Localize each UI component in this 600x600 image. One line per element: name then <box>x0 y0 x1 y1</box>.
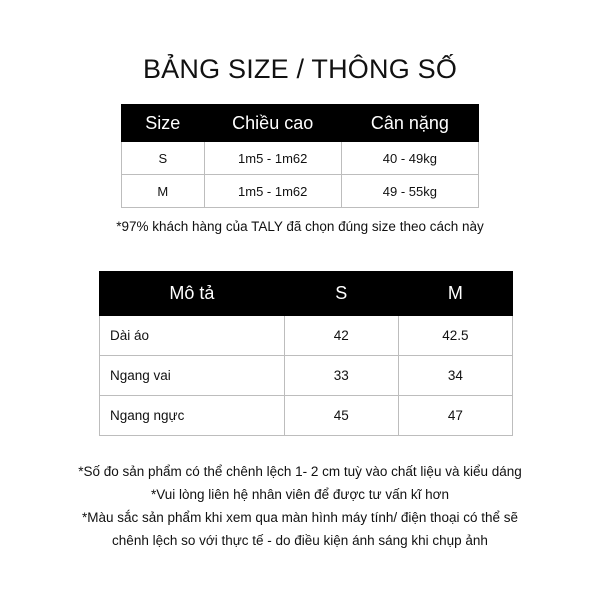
size-table-header-row <box>122 105 479 142</box>
header-weight: Cân nặng <box>341 105 478 142</box>
size-cell: M <box>122 175 205 208</box>
table-row <box>100 396 513 436</box>
table-row <box>100 316 513 356</box>
table-row <box>122 175 479 208</box>
taly-note: *97% khách hàng của TALY đã chọn đúng size theo cách này <box>116 219 484 234</box>
measure-label: Ngang ngực <box>100 396 285 436</box>
footnotes <box>0 460 600 552</box>
measure-value-m: 47 <box>398 396 512 436</box>
footnote-line: *Số đo sản phẩm có thể chênh lệch 1- 2 cm tuỳ vào chất liệu và kiểu dáng <box>78 464 522 479</box>
height-cell: 1m5 - 1m62 <box>204 142 341 175</box>
size-chart-table <box>121 104 479 208</box>
footnote-line: *Vui lòng liên hệ nhân viên để được tư vấn kĩ hơn <box>151 487 449 502</box>
measure-value-s: 45 <box>284 396 398 436</box>
measure-label: Dài áo <box>100 316 285 356</box>
table-row <box>100 356 513 396</box>
measure-value-s: 42 <box>284 316 398 356</box>
measurement-table <box>99 271 513 436</box>
measure-value-m: 34 <box>398 356 512 396</box>
weight-cell: 40 - 49kg <box>341 142 478 175</box>
height-cell: 1m5 - 1m62 <box>204 175 341 208</box>
page-title: BẢNG SIZE / THÔNG SỐ <box>142 54 458 84</box>
weight-cell: 49 - 55kg <box>341 175 478 208</box>
measure-value-s: 33 <box>284 356 398 396</box>
footnote-line: *Màu sắc sản phẩm khi xem qua màn hình máy tính/ điện thoại có thể sẽ <box>82 510 518 525</box>
header-height: Chiều cao <box>204 105 341 142</box>
header-description: Mô tả <box>100 272 285 316</box>
header-size-m: M <box>398 272 512 316</box>
measure-table-header-row <box>100 272 513 316</box>
header-size-s: S <box>284 272 398 316</box>
header-size: Size <box>122 105 205 142</box>
measure-value-m: 42.5 <box>398 316 512 356</box>
footnote-line: chênh lệch so với thực tế - do điều kiện ánh sáng khi chụp ảnh <box>112 533 488 548</box>
measure-label: Ngang vai <box>100 356 285 396</box>
table-row <box>122 142 479 175</box>
size-cell: S <box>122 142 205 175</box>
